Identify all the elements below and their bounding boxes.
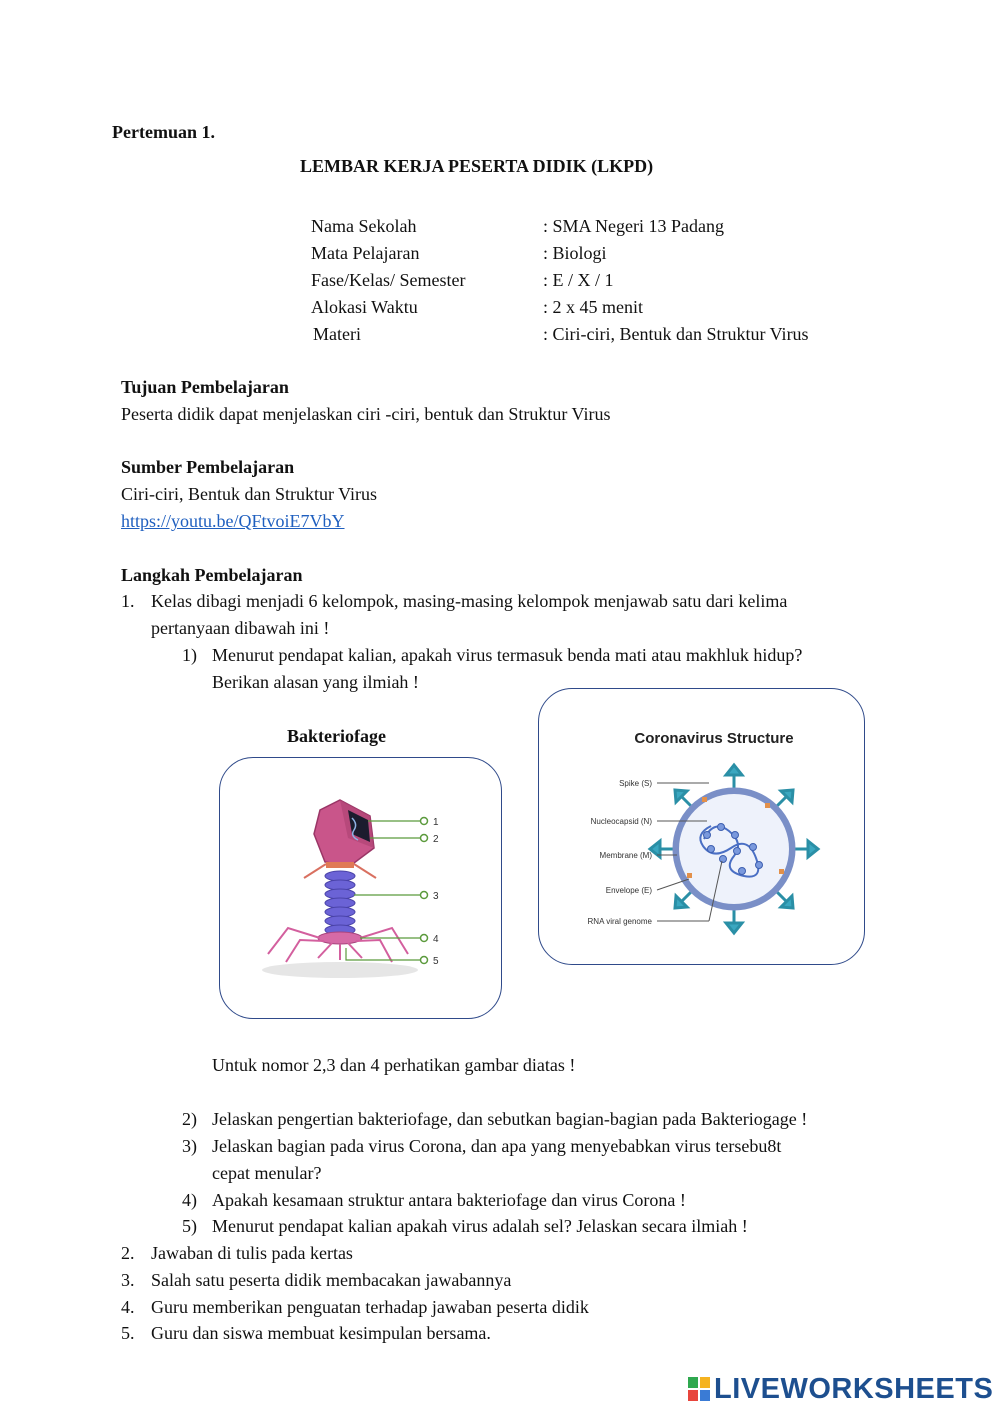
identity-label-subject: Mata Pelajaran [311,243,420,263]
question-2-number: 2) [182,1109,197,1129]
steps-heading: Langkah Pembelajaran [121,565,303,585]
question-1-text-cont: Berikan alasan yang ilmiah ! [212,672,419,692]
phage-figure-frame [219,757,502,1019]
identity-label-material: Materi [313,324,361,344]
phage-label-2: 2 [433,834,439,845]
corona-label-spike: Spike (S) [619,779,652,788]
coronavirus-illustration [539,689,864,964]
objective-text: Peserta didik dapat menjelaskan ciri -ciri, bentuk dan Struktur Virus [121,404,611,424]
step-3-text: Salah satu peserta didik membacakan jawabannya [151,1270,512,1290]
question-1-text: Menurut pendapat kalian, apakah virus termasuk benda mati atau makhluk hidup? [212,645,803,665]
identity-label-school: Nama Sekolah [311,216,417,236]
question-4-text: Apakah kesamaan struktur antara bakteriofage dan virus Corona ! [212,1190,686,1210]
identity-value-material: : Ciri-ciri, Bentuk dan Struktur Virus [543,324,809,344]
liveworksheets-mark-icon [688,1377,710,1401]
corona-title: Coronavirus Structure [634,730,794,747]
source-heading: Sumber Pembelajaran [121,457,295,477]
step-2-text: Jawaban di tulis pada kertas [151,1243,353,1263]
page-title: LEMBAR KERJA PESERTA DIDIK (LKPD) [300,156,654,176]
phage-label-4: 4 [433,934,439,945]
corona-figure-frame [538,688,865,965]
step-4-text: Guru memberikan penguatan terhadap jawaban peserta didik [151,1297,589,1317]
step-3-number: 3. [121,1270,135,1290]
corona-label-nucleocapsid: Nucleocapsid (N) [590,817,652,826]
identity-value-subject: : Biologi [543,243,607,263]
corona-label-membrane: Membrane (M) [599,851,652,860]
question-3-number: 3) [182,1136,197,1156]
step-1-text: Kelas dibagi menjadi 6 kelompok, masing-masing kelompok menjawab satu dari kelima [151,591,788,611]
figure-note: Untuk nomor 2,3 dan 4 perhatikan gambar diatas ! [212,1055,576,1075]
objective-heading: Tujuan Pembelajaran [121,377,289,397]
identity-label-phase: Fase/Kelas/ Semester [311,270,466,290]
step-1-text-cont: pertanyaan dibawah ini ! [151,618,330,638]
bacteriophage-illustration [220,758,501,1018]
question-5-number: 5) [182,1216,197,1236]
liveworksheets-logo[interactable] [688,1372,993,1406]
question-3-text-cont: cepat menular? [212,1163,322,1183]
question-3-text: Jelaskan bagian pada virus Corona, dan apa yang menyebabkan virus tersebu8t [212,1136,782,1156]
phage-label-5: 5 [433,956,439,967]
corona-label-rna: RNA viral genome [587,917,652,926]
phage-label-1: 1 [433,817,439,828]
corona-label-envelope: Envelope (E) [605,886,652,895]
step-5-number: 5. [121,1323,135,1343]
meeting-label: Pertemuan 1. [112,122,215,142]
step-2-number: 2. [121,1243,135,1263]
source-video-link[interactable]: https://youtu.be/QFtvoiE7VbY [121,511,345,531]
question-1-number: 1) [182,645,197,665]
question-4-number: 4) [182,1190,197,1210]
identity-value-school: : SMA Negeri 13 Padang [543,216,724,236]
liveworksheets-wordmark: LIVEWORKSHEETS [714,1372,994,1405]
step-5-text: Guru dan siswa membuat kesimpulan bersama. [151,1323,491,1343]
question-2-text: Jelaskan pengertian bakteriofage, dan sebutkan bagian-bagian pada Bakteriogage ! [212,1109,808,1129]
question-5-text: Menurut pendapat kalian apakah virus adalah sel? Jelaskan secara ilmiah ! [212,1216,748,1236]
identity-value-phase: : E / X / 1 [543,270,614,290]
step-1-number: 1. [121,591,135,611]
source-text: Ciri-ciri, Bentuk dan Struktur Virus [121,484,378,504]
phage-title: Bakteriofage [287,726,386,746]
identity-label-time: Alokasi Waktu [311,297,418,317]
step-4-number: 4. [121,1297,135,1317]
phage-label-3: 3 [433,891,439,902]
identity-value-time: : 2 x 45 menit [543,297,643,317]
